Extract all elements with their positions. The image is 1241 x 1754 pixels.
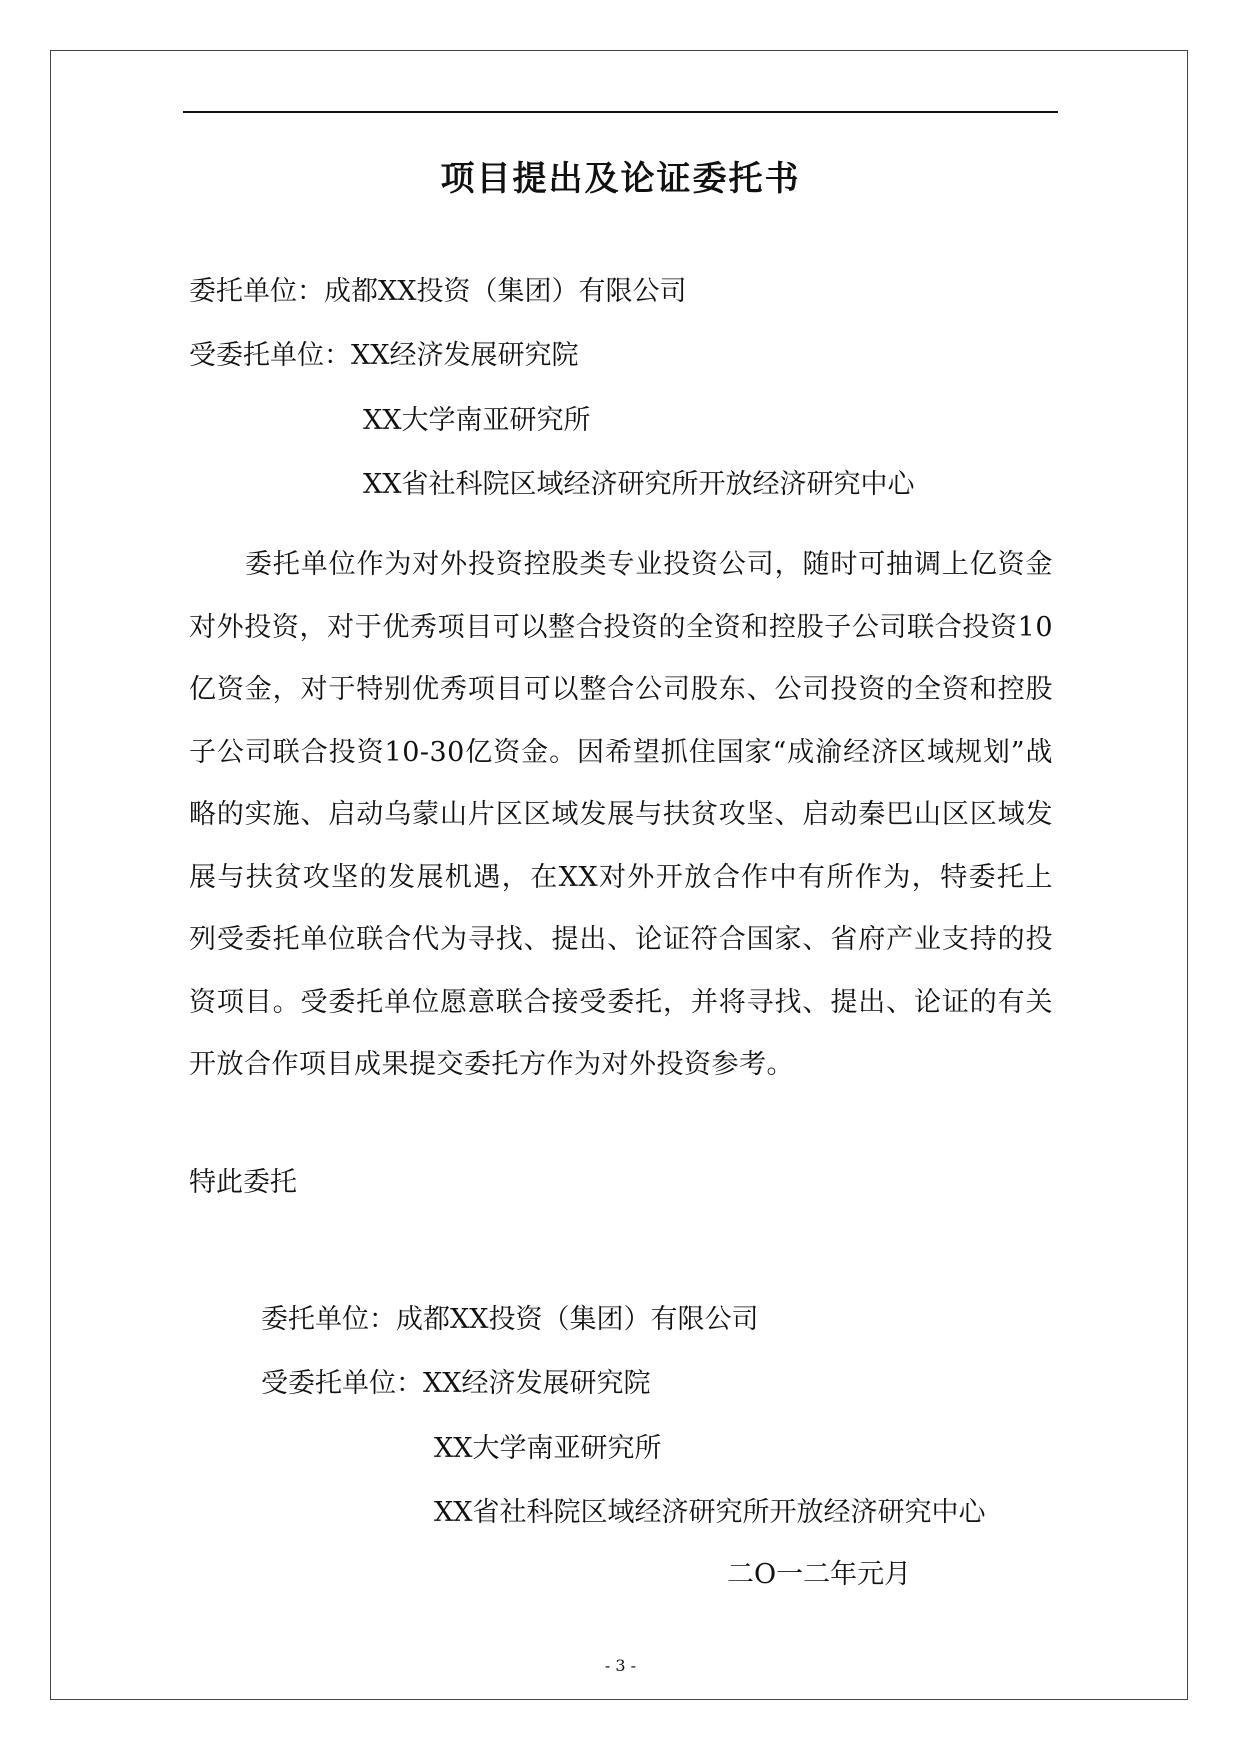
signature-client-name: 成都XX投资（集团）有限公司 — [396, 1304, 759, 1335]
header-client-line — [189, 272, 686, 312]
header-trustee-3: XX省社科院区域经济研究所开放经济研究中心 — [363, 469, 915, 500]
header-client-name: 成都XX投资（集团）有限公司 — [324, 276, 687, 307]
header-trustee-label: 受委托单位： — [189, 340, 351, 371]
page-number: - 3 - — [604, 1656, 637, 1675]
header-rule — [183, 111, 1058, 113]
closing-text: 特此委托 — [189, 1167, 297, 1198]
signature-client-label: 委托单位： — [261, 1304, 396, 1335]
header-trustee-2: XX大学南亚研究所 — [363, 405, 591, 436]
signature-client-line — [261, 1300, 758, 1340]
signature-trustee-3: XX省社科院区域经济研究所开放经济研究中心 — [434, 1497, 986, 1528]
header-client-label: 委托单位： — [189, 276, 324, 307]
body-paragraph: 委托单位作为对外投资控股类专业投资公司，随时可抽调上亿资金对外投资，对于优秀项目可以整合投资的全资和控股子公司联合投资10亿资金，对于特别优秀项目可以整合公司股东、公司投资的全资和控股子公司联合投资10-30亿资金。因希望抓住国家“成渝经济区域规划”战略的实施、启动乌蒙山片区区域发展与扶贫攻坚、启动秦巴山区区域发展与扶贫攻坚的发展机遇，在XX对外开放合作中有所作为，特委托上列受委托单位联合代为寻找、提出、论证符合国家、省府产业支持的投资项目。受委托单位愿意联合接受委托，并将寻找、提出、论证的有关开放合作项目成果提交委托方作为对外投资参考。 — [189, 549, 1053, 1080]
signature-date: 二O一二年元月 — [727, 1559, 912, 1590]
document-title: 项目提出及论证委托书 — [440, 159, 801, 199]
signature-trustee-1: XX经济发展研究院 — [423, 1368, 651, 1399]
signature-trustee-label: 受委托单位： — [261, 1368, 423, 1399]
header-trustee-line — [189, 336, 578, 376]
signature-trustee-2: XX大学南亚研究所 — [434, 1433, 662, 1464]
header-trustee-1: XX经济发展研究院 — [351, 340, 579, 371]
signature-trustee-line — [261, 1364, 650, 1404]
